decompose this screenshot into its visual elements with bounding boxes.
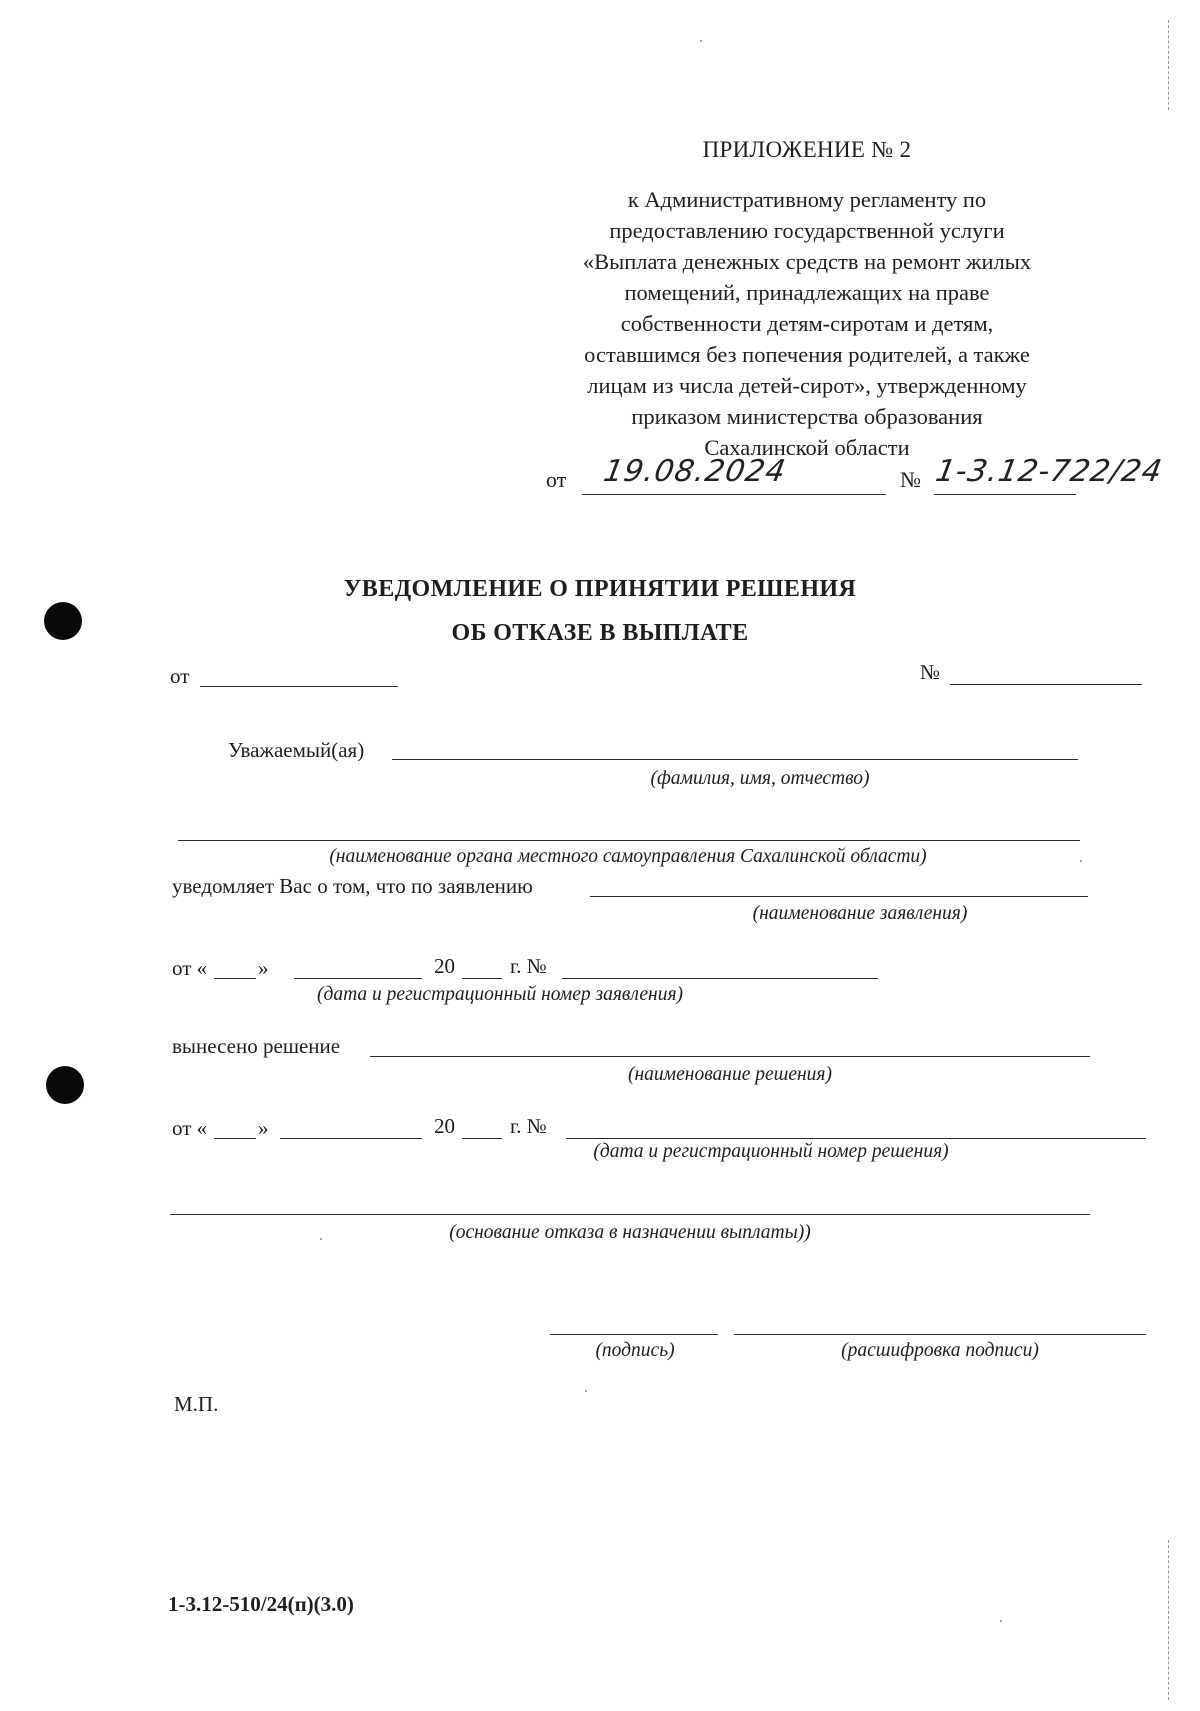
from-label: от [170,664,190,688]
scan-speck [320,1238,322,1240]
authority-hint: (наименование органа местного самоуправления Сахалинской области) [329,846,927,867]
document-code: 1-3.12-510/24(п)(3.0) [168,1592,354,1616]
appendix-line: лицам из числа детей-сирот», утвержденному [587,373,1027,398]
appendix-line: приказом министерства образования [631,404,983,429]
appendix-number-handwritten: 1-3.12-722/24 [932,454,1166,489]
refusal-reason-hint: (основание отказа в назначении выплаты)) [449,1222,811,1243]
signature-hint: (подпись) [595,1340,675,1361]
full-name-field[interactable] [392,759,1078,760]
decision-month-field[interactable] [280,1138,422,1139]
decision-number-prefix: г. № [510,1114,547,1138]
refusal-reason-field[interactable] [170,1214,1090,1215]
appendix-number-line [934,494,1076,495]
appendix-line: помещений, принадлежащих на праве [624,280,990,305]
application-date-prefix: от « [172,956,208,980]
decision-number-field[interactable] [566,1138,1146,1139]
appendix-date-handwritten: 19.08.2024 [600,454,789,489]
appendix-line: оставшимся без попечения родителей, а также [584,342,1030,367]
decision-name-hint: (наименование решения) [628,1064,832,1085]
scan-speck [700,40,702,42]
appendix-line: собственности детям-сиротам и детям, [620,311,994,336]
number-label: № [920,660,941,684]
appendix-title: ПРИЛОЖЕНИЕ № 2 [702,137,912,162]
from-date-field[interactable] [200,686,398,687]
decision-year-field[interactable] [462,1138,502,1139]
application-year-prefix: 20 [434,954,455,978]
appendix-line: «Выплата денежных средств на ремонт жилых [582,249,1032,274]
scan-speck [1080,860,1082,862]
full-name-hint: (фамилия, имя, отчество) [650,768,870,789]
appendix-line: предоставлению государственной услуги [609,218,1005,243]
application-name-hint: (наименование заявления) [752,903,968,924]
decision-date-hint: (дата и регистрационный номер решения) [593,1141,949,1162]
scan-edge-line [1168,20,1169,110]
application-date-hint: (дата и регистрационный номер заявления) [316,984,684,1005]
appendix-text [536,184,1078,463]
scan-speck [1000,1620,1002,1622]
appendix-line: к Административному регламенту по [627,187,987,212]
application-number-prefix: г. № [510,954,547,978]
signature-decode-hint: (расшифровка подписи) [841,1340,1039,1361]
appendix-date-prefix: от [546,467,567,492]
punch-hole-bottom [46,1066,84,1104]
authority-field[interactable] [178,840,1080,841]
appendix-date-line [582,494,886,495]
appendix-line: Сахалинской области [704,435,910,460]
application-year-field[interactable] [462,978,502,979]
notice-heading-line2: ОБ ОТКАЗЕ В ВЫПЛАТЕ [451,620,749,646]
application-date-quote: » [258,956,269,980]
notify-label: уведомляет Вас о том, что по заявлению [172,874,533,898]
number-field[interactable] [950,684,1142,685]
decision-year-prefix: 20 [434,1114,455,1138]
dear-label: Уважаемый(ая) [228,738,365,762]
scan-speck [585,1390,587,1392]
application-name-field[interactable] [590,896,1088,897]
application-number-field[interactable] [562,978,878,979]
signature-decode-field[interactable] [734,1334,1146,1335]
decision-name-field[interactable] [370,1056,1090,1057]
application-month-field[interactable] [294,978,422,979]
decision-date-prefix: от « [172,1116,208,1140]
decision-label: вынесено решение [172,1034,341,1058]
stamp-label: М.П. [174,1392,219,1416]
decision-date-quote: » [258,1116,269,1140]
application-day-field[interactable] [214,978,256,979]
notice-heading-line1: УВЕДОМЛЕНИЕ О ПРИНЯТИИ РЕШЕНИЯ [343,576,857,602]
scan-edge-line [1168,1540,1169,1700]
appendix-number-prefix: № [900,467,921,492]
decision-day-field[interactable] [214,1138,256,1139]
signature-field[interactable] [550,1334,718,1335]
